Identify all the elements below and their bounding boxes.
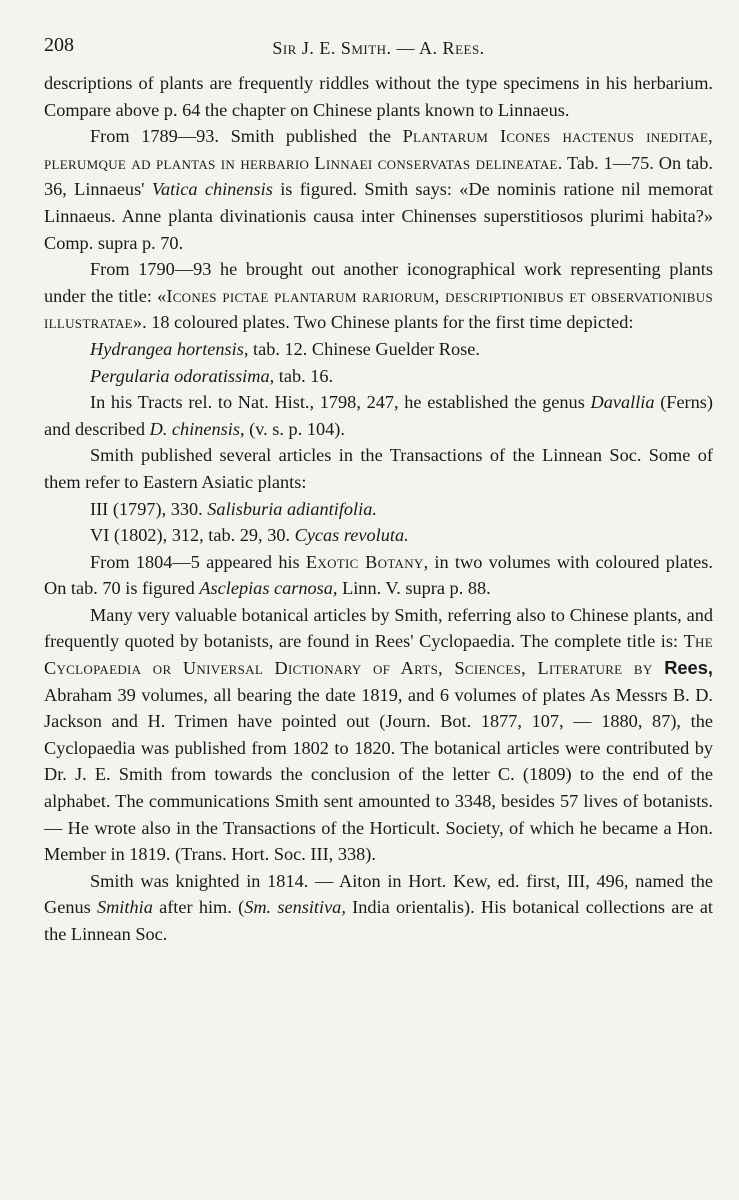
book-title: Exotic Botany xyxy=(305,551,424,572)
page-number: 208 xyxy=(44,34,74,56)
text-run: From 1804—5 appeared his xyxy=(90,551,306,572)
paragraph-exotic-botany xyxy=(44,549,713,602)
paragraph-continuation: descriptions of plants are frequently riddles without the type specimens in his herbarium. Compare above p. 64 the chapter on Chinese plants known to Linnaeus. xyxy=(44,73,713,120)
text-run: Many very valuable botanical articles by Smith, referring also to Chinese plants, and frequently quoted by botanists, are found in Rees' Cyclopaedia. The complete title is: xyxy=(44,604,713,652)
text-run: From 1790—93 he brought out another iconographical work representing plants under the title: « xyxy=(44,259,713,306)
body-text xyxy=(44,70,713,948)
list-item xyxy=(44,363,713,390)
list-item xyxy=(44,496,713,523)
paragraph-icones-pictae xyxy=(44,256,713,336)
species-name: Hydrangea hortensis xyxy=(90,338,244,359)
book-title: Icones pictae plantarum rariorum, descriptionibus et observationibus illustratae xyxy=(44,285,713,333)
genus-name: Smithia xyxy=(96,897,153,918)
text-run: , in two volumes with coloured plates. On tab. 70 is figured xyxy=(44,551,713,599)
text-run: Abraham 39 volumes, all bearing the date 1819, and 6 volumes of plates As Messrs B. D. Jackson and H. Trimen have pointed out (Journ. Bot. 1877, 107, — 1880, 87), the Cyclopaedia was published from 1802 to 1820. The botanical articles were contributed by Dr. J. E. Smith from towards the conclusion of the letter C. (1809) to the end of the alphabet. The communications Smith sent amounted to 3348, besides 57 lives of botanists. — He wrote also in the Transactions of the Horticult. Society, of which he became a Hon. Member in 1819. (Trans. Hort. Soc. III, 338). xyxy=(44,684,713,865)
species-name: Salisburia adiantifolia. xyxy=(207,498,377,519)
text-run: is figured. Smith says: «De nominis ratione nil memorat Linnaeus. Anne planta divinationis causa inter Chinenses superstitiosos plurimi habita?» Comp. supra p. 70. xyxy=(44,179,713,253)
species-name: Sm. sensitiva, xyxy=(244,897,346,918)
text-run: III (1797), 330. xyxy=(90,498,208,519)
species-name: D. chinensis xyxy=(149,418,240,439)
species-name: Asclepias carnosa xyxy=(199,578,333,599)
text-run: Smith was knighted in 1814. — Aiton in Hort. Kew, ed. first, III, 496, named the Genus xyxy=(44,870,713,918)
text-run: From 1789—93. Smith published the xyxy=(90,126,403,147)
book-title: The Cyclopaedia or Universal Dictionary of Arts, Sciences, Literature by xyxy=(44,631,713,679)
book-title: Plantarum Icones hactenus ineditae, plerumque ad plantas in herbario Linnaei conservatas delineatae xyxy=(44,126,713,173)
paragraph-plantarum-icones xyxy=(44,123,713,256)
text-run: , tab. 16. xyxy=(269,365,334,386)
list-item xyxy=(44,522,713,549)
text-run: ». 18 coloured plates. Two Chinese plants for the first time depicted: xyxy=(132,312,634,333)
running-head: Sir J. E. Smith. — A. Rees. xyxy=(272,38,485,58)
paragraph-tracts xyxy=(44,389,713,442)
list-item xyxy=(44,336,713,363)
text-run: In his Tracts rel. to Nat. Hist., 1798, 247, he established the genus xyxy=(90,392,591,413)
species-name: Pergularia odoratissima xyxy=(90,365,270,386)
text-run: , Linn. V. supra p. 88. xyxy=(332,578,491,599)
paragraph-knighted xyxy=(44,868,713,948)
text-run: , tab. 12. Chinese Guelder Rose. xyxy=(243,338,480,359)
text-run: after him. ( xyxy=(152,897,245,918)
paragraph-cyclopaedia xyxy=(44,602,713,868)
text-run: (Ferns) and described xyxy=(44,392,713,439)
page-header xyxy=(44,30,713,70)
paragraph-linnean-transactions: Smith published several articles in the Transactions of the Linnean Soc. Some of them refer to Eastern Asiatic plants: xyxy=(44,445,713,492)
species-name: Vatica chinensis xyxy=(151,179,273,200)
species-name: Cycas revoluta. xyxy=(294,525,409,546)
text-run: India orientalis). His botanical collections are at the Linnean Soc. xyxy=(44,897,714,944)
author-name: Rees, xyxy=(652,657,713,679)
text-run: , (v. s. p. 104). xyxy=(239,418,345,439)
text-run: VI (1802), 312, tab. 29, 30. xyxy=(90,525,295,546)
genus-name: Davallia xyxy=(590,392,655,413)
text-run: . Tab. 1—75. On tab. 36, Linnaeus' xyxy=(44,152,713,200)
